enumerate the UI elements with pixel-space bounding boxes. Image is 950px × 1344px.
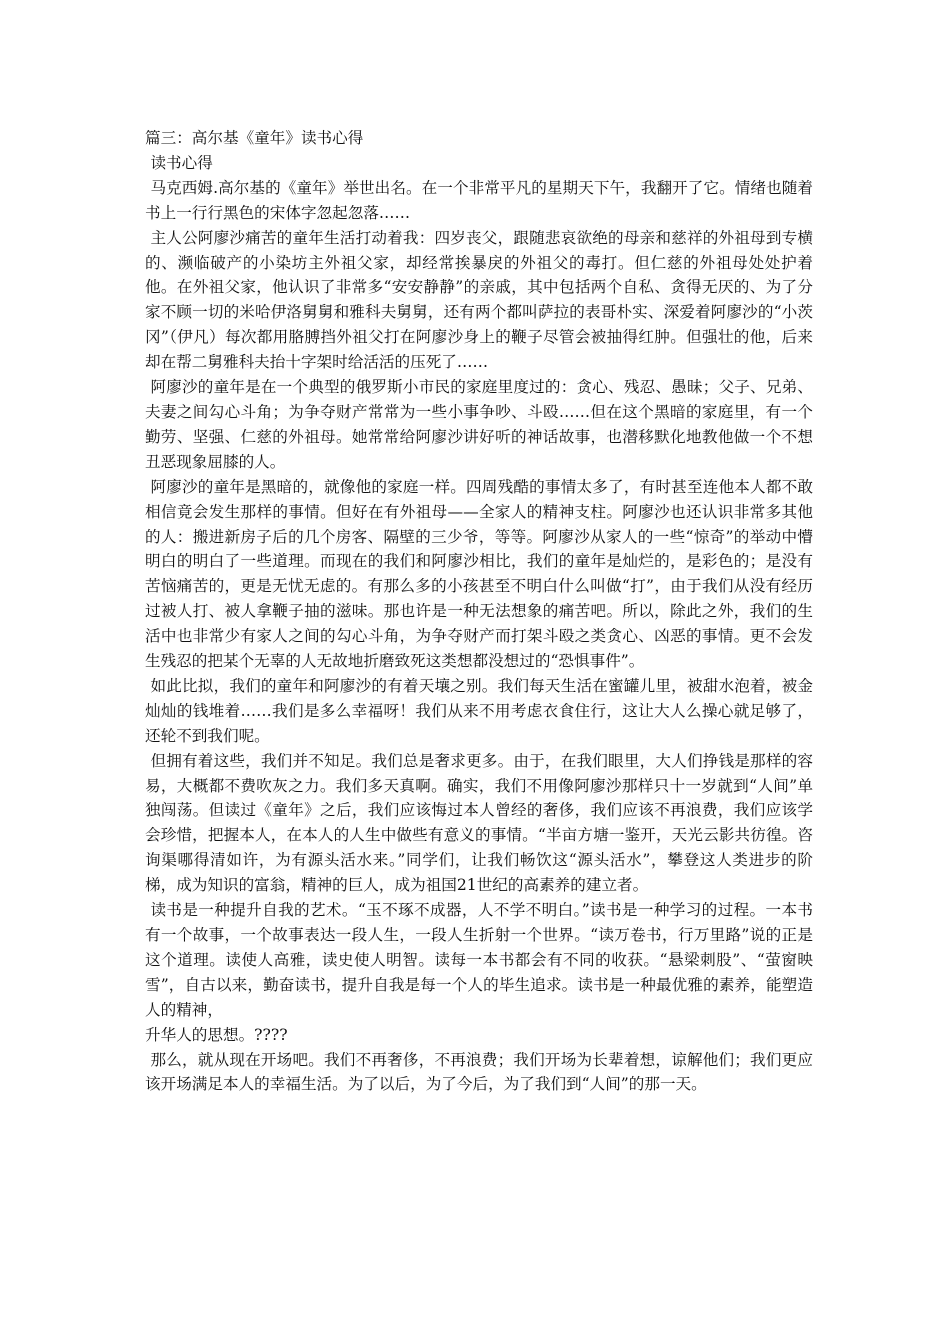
document-subtitle: 读书心得	[150, 153, 213, 172]
paragraph-8: 升华人的思想。????	[145, 1025, 288, 1044]
document-body	[145, 126, 813, 1097]
paragraph-7: 读书是一种提升自我的艺术。“玉不琢不成器，人不学不明白。”读书是一种学习的过程。一本书有一个故事，一个故事表达一段人生，一段人生折射一个世界。“读万卷书，行万里路”说的正是这个道理。读使人高雅，读史使人明智。读每一本书都会有不同的收获。“悬梁刺股”、“萤窗映雪”，自古以来，勤奋读书，提升自我是每一个人的毕生追求。读书是一种最优雅的素养，能塑造人的精神，	[145, 901, 813, 1019]
paragraph-9: 那么，就从现在开场吧。我们不再奢侈，不再浪费；我们开场为长辈着想，谅解他们；我们更应该开场满足本人的幸福生活。为了以后，为了今后，为了我们到“人间”的那一天。	[145, 1050, 813, 1094]
paragraph-2: 主人公阿廖沙痛苦的童年生活打动着我：四岁丧父，跟随悲哀欲绝的母亲和慈祥的外祖母到专横的、濒临破产的小染坊主外祖父家，却经常挨暴戾的外祖父的毒打。但仁慈的外祖母处处护着他。在外祖父家，他认识了非常多“安安静静”的亲戚，其中包括两个自私、贪得无厌的、为了分家不顾一切的米哈伊洛舅舅和雅科夫舅舅，还有两个都叫萨拉的表哥朴实、深爱着阿廖沙的“小茨冈”（伊凡）每次都用胳膊挡外祖父打在阿廖沙身上的鞭子尽管会被抽得红肿。但强壮的他，后来却在帮二舅雅科夫抬十字架时给活活的压死了……	[145, 228, 813, 372]
document-title: 篇三：高尔基《童年》读书心得	[145, 129, 364, 147]
paragraph-4: 阿廖沙的童年是黑暗的，就像他的家庭一样。四周残酷的事情太多了，有时甚至连他本人都不敢相信竟会发生那样的事情。但好在有外祖母——全家人的精神支柱。阿廖沙也还认识非常多其他的人：搬进新房子后的几个房客、隔壁的三少爷，等等。阿廖沙从家人的一些“惊奇”的举动中懵明白的明白了一些道理。而现在的我们和阿廖沙相比，我们的童年是灿烂的，是彩色的；是没有苦恼痛苦的，更是无忧无虑的。有那么多的小孩甚至不明白什么叫做“打”，由于我们从没有经历过被人打、被人拿鞭子抽的滋味。那也许是一种无法想象的痛苦吧。所以，除此之外，我们的生活中也非常少有家人之间的勾心斗角，为争夺财产而打架斗殴之类贪心、凶恶的事情。更不会发生残忍的把某个无辜的人无故地折磨致死这类想都没想过的“恐惧事件”。	[145, 477, 813, 671]
paragraph-5: 如此比拟，我们的童年和阿廖沙的有着天壤之别。我们每天生活在蜜罐儿里，被甜水泡着，被金灿灿的钱堆着……我们是多么幸福呀！我们从来不用考虑衣食住行，这让大人么操心就足够了，还轮不到我们呢。	[145, 676, 813, 745]
paragraph-6: 但拥有着这些，我们并不知足。我们总是奢求更多。由于，在我们眼里，大人们挣钱是那样的容易，大概都不费吹灰之力。我们多天真啊。确实，我们不用像阿廖沙那样只十一岁就到“人间”单独闯荡。但读过《童年》之后，我们应该悔过本人曾经的奢侈，我们应该不再浪费，我们应该学会珍惜，把握本人，在本人的人生中做些有意义的事情。“半亩方塘一鉴开，天光云影共彷徨。咨询渠哪得清如许，为有源头活水来。”同学们，让我们畅饮这“源头活水”，攀登这人类进步的阶梯，成为知识的富翁，精神的巨人，成为祖国21世纪的高素养的建立者。	[145, 751, 813, 895]
paragraph-3: 阿廖沙的童年是在一个典型的俄罗斯小市民的家庭里度过的：贪心、残忍、愚昧；父子、兄弟、夫妻之间勾心斗角；为争夺财产常常为一些小事争吵、斗殴……但在这个黑暗的家庭里，有一个勤劳、坚强、仁慈的外祖母。她常常给阿廖沙讲好听的神话故事，也潜移默化地教他做一个不想丑恶现象屈膝的人。	[145, 378, 813, 471]
paragraph-1: 马克西姆.高尔基的《童年》举世出名。在一个非常平凡的星期天下午，我翻开了它。情绪也随着书上一行行黑色的宋体字忽起忽落……	[145, 178, 813, 222]
